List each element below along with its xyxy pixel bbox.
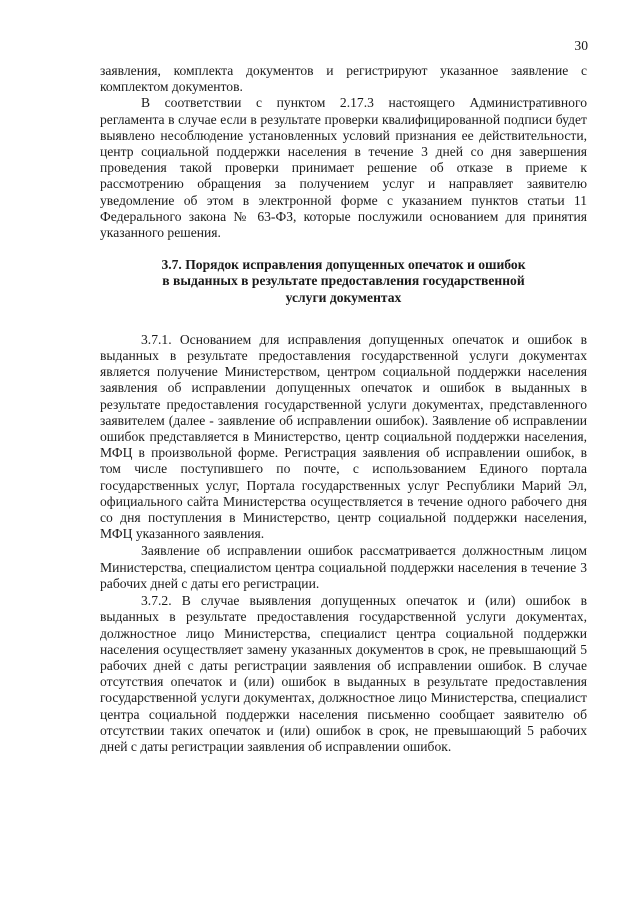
page-number: 30	[574, 38, 588, 53]
paragraph-review-term: Заявление об исправлении ошибок рассматривается должностным лицом Министерства, специалистом центра социальной поддержки населения в течение 3 рабочих дней с даты его регистрации.	[100, 543, 587, 591]
paragraph-signature-check: В соответствии с пунктом 2.17.3 настоящего Административного регламента в случае если в результате проверки квалифицированной подписи будет выявлено несоблюдение установленных условий признания ее действительности, центр социальной поддержки населения в течение 3 дней со дня завершения проведения такой проверки принимает решение об отказе в приеме к рассмотрению обращения за получением услуг и направляет заявителю уведомление об этом в электронной форме с указанием пунктов статьи 11 Федерального закона № 63-ФЗ, которые послужили основанием для принятия указанного решения.	[100, 95, 587, 241]
section-title	[100, 257, 587, 306]
section-title-line-1: 3.7. Порядок исправления допущенных опечаток и ошибок	[161, 257, 526, 273]
page-content	[100, 63, 587, 755]
paragraph-3-7-2: 3.7.2. В случае выявления допущенных опечаток и (или) ошибок в выданных в результате предоставления государственной услуги документах, должностное лицо Министерства, специалист центра социальной поддержки населения осуществляет замену указанных документов в срок, не превышающий 5 рабочих дней с даты регистрации заявления об исправлении ошибок. В случае отсутствия опечаток и (или) ошибок в выданных в результате предоставления государственной услуги документах, должностное лицо Министерства, специалист центра социальной поддержки населения письменно сообщает заявителю об отсутствии таких опечаток и (или) ошибок в срок, не превышающий 5 рабочих дней с даты регистрации заявления об исправлении ошибок.	[100, 593, 587, 754]
section-title-line-2: в выданных в результате предоставления государственной	[162, 273, 525, 289]
section-title-line-3: услуги документах	[285, 289, 402, 305]
paragraph-continuation: заявления, комплекта документов и регистрируют указанное заявление с комплектом документов.	[100, 63, 587, 95]
paragraph-3-7-1: 3.7.1. Основанием для исправления допущенных опечаток и ошибок в выданных в результате предоставления государственной услуги документах является получение Министерством, центром социальной поддержки населения заявления об исправлении допущенных опечаток и ошибок в выданных в результате предоставления государственной услуги документах, представленного заявителем (далее - заявление об исправлении ошибок). Заявление об исправлении ошибок представляется в Министерство, центр социальной поддержки населения, МФЦ в произвольной форме. Регистрация заявления об исправлении ошибок, в том числе поступившего по почте, с использованием Единого портала государственных услуг, Портала государственных услуг Республики Марий Эл, официального сайта Министерства осуществляется в течение одного рабочего дня со дня поступления в Министерство, центр социальной поддержки населения, МФЦ указанного заявления.	[100, 331, 587, 542]
